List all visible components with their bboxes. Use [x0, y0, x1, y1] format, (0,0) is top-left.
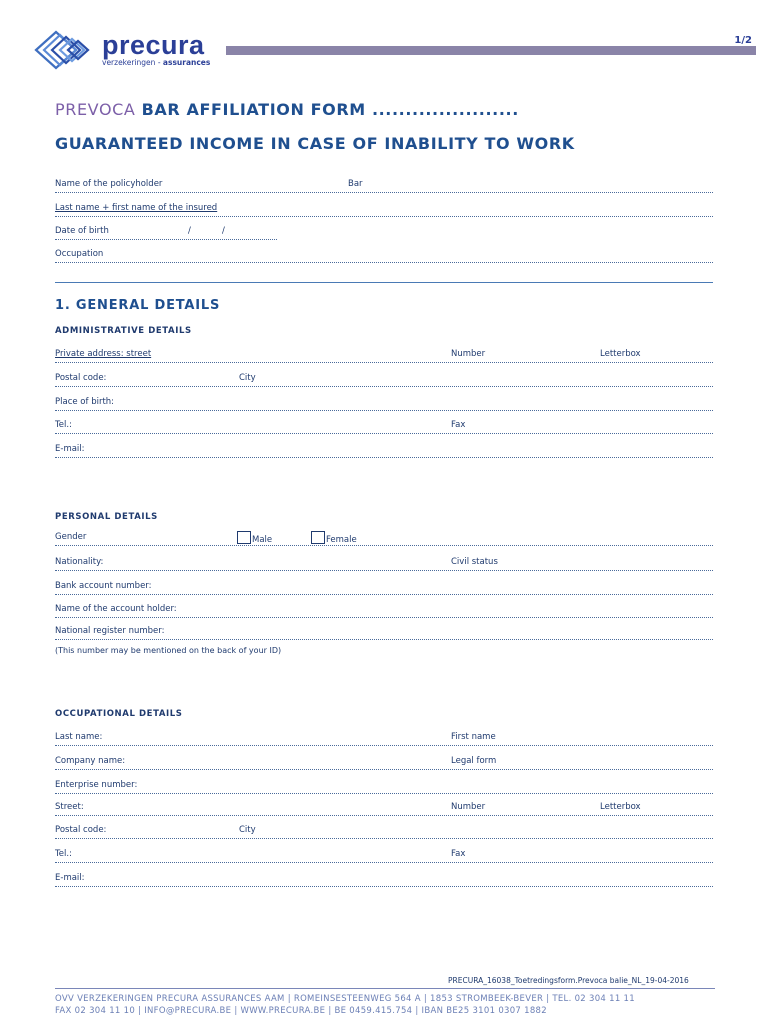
bar-label: Bar: [348, 179, 363, 189]
occupational-heading: OCCUPATIONAL DETAILS: [55, 709, 183, 719]
nationality-label: Nationality:: [55, 557, 104, 567]
gender-female-option[interactable]: Female: [311, 531, 357, 546]
name-field[interactable]: [55, 731, 713, 746]
policyholder-field[interactable]: [55, 178, 713, 193]
personal-heading: PERSONAL DETAILS: [55, 512, 158, 522]
policyholder-label: Name of the policyholder: [55, 179, 163, 189]
work-street-field[interactable]: [55, 801, 713, 816]
administrative-heading: ADMINISTRATIVE DETAILS: [55, 326, 192, 336]
page-footer: [55, 993, 635, 1017]
work-postal-city-field[interactable]: [55, 824, 713, 839]
enterprise-label: Enterprise number:: [55, 780, 138, 790]
company-field[interactable]: [55, 755, 713, 770]
birthplace-label: Place of birth:: [55, 397, 115, 407]
brand-name: precura: [102, 30, 205, 60]
city-label: City: [239, 825, 256, 835]
company-label: Company name:: [55, 756, 126, 766]
female-checkbox[interactable]: [311, 531, 325, 544]
document-reference: PRECURA_16038_Toetredingsform.Prevoca balie_NL_19-04-2016: [448, 976, 689, 985]
fax-label: Fax: [451, 849, 466, 859]
bank-account-field[interactable]: [55, 580, 713, 595]
postal-label: Postal code:: [55, 825, 107, 835]
national-register-field[interactable]: [55, 625, 713, 640]
footer-divider: [55, 988, 715, 989]
email-label: E-mail:: [55, 444, 85, 454]
footer-line: FAX 02 304 11 10 | INFO@PRECURA.BE | WWW.PRECURA.BE | BE 0459.415.754 | IBAN BE25 3101 0307 1882: [55, 1006, 547, 1016]
work-email-field[interactable]: [55, 872, 713, 887]
occupation-label: Occupation: [55, 249, 104, 259]
number-label: Number: [451, 349, 486, 359]
fax-label: Fax: [451, 420, 466, 430]
work-tel-fax-field[interactable]: [55, 848, 713, 863]
gender-label: Gender: [55, 532, 87, 542]
letterbox-label: Letterbox: [600, 349, 641, 359]
postal-label: Postal code:: [55, 373, 107, 383]
postal-city-field[interactable]: [55, 372, 713, 387]
footer-line: OVV VERZEKERINGEN PRECURA ASSURANCES AAM | ROMEINSESTEENWEG 564 A | 1853 STROMBEEK-BEVER | TEL. 02 304 11 11: [55, 994, 635, 1004]
national-register-label: National register number:: [55, 626, 165, 636]
letterbox-label: Letterbox: [600, 802, 641, 812]
bank-label: Bank account number:: [55, 581, 152, 591]
gender-field: [55, 531, 713, 546]
street-label: Street:: [55, 802, 84, 812]
tel-label: Tel.:: [55, 849, 72, 859]
email-label: E-mail:: [55, 873, 85, 883]
email-field[interactable]: [55, 443, 713, 458]
national-register-note: (This number may be mentioned on the back of your ID): [55, 646, 282, 655]
gender-male-option[interactable]: Male: [237, 531, 272, 546]
last-name-label: Last name:: [55, 732, 103, 742]
dob-separator: /: [222, 226, 225, 236]
address-street-field[interactable]: [55, 348, 713, 363]
tel-fax-field[interactable]: [55, 419, 713, 434]
form-subtitle: GUARANTEED INCOME IN CASE OF INABILITY TO WORK: [55, 134, 575, 153]
city-label: City: [239, 373, 256, 383]
header-bar: [226, 46, 756, 55]
insured-label: Last name + first name of the insured: [55, 203, 218, 213]
street-label: Private address: street: [55, 349, 152, 359]
dob-label: Date of birth: [55, 226, 109, 236]
precura-logo-icon: [34, 30, 96, 70]
tel-label: Tel.:: [55, 420, 72, 430]
occupation-field[interactable]: [55, 248, 713, 263]
account-holder-field[interactable]: [55, 603, 713, 618]
dob-separator: /: [188, 226, 191, 236]
brand-tagline: verzekeringen - assurances: [102, 58, 211, 67]
legal-form-label: Legal form: [451, 756, 497, 766]
section-divider: [55, 282, 713, 283]
page-header: [0, 0, 770, 80]
civil-status-label: Civil status: [451, 557, 498, 567]
page-number: 1/2: [734, 35, 752, 46]
enterprise-number-field[interactable]: [55, 779, 713, 794]
first-name-label: First name: [451, 732, 496, 742]
number-label: Number: [451, 802, 486, 812]
form-title: PREVOCA BAR AFFILIATION FORM ......................: [55, 100, 519, 119]
section-title: 1. GENERAL DETAILS: [55, 298, 221, 313]
male-checkbox[interactable]: [237, 531, 251, 544]
insured-field[interactable]: [55, 202, 713, 217]
nationality-field[interactable]: [55, 556, 713, 571]
birthplace-field[interactable]: [55, 396, 713, 411]
dob-field[interactable]: [55, 225, 277, 240]
account-holder-label: Name of the account holder:: [55, 604, 177, 614]
